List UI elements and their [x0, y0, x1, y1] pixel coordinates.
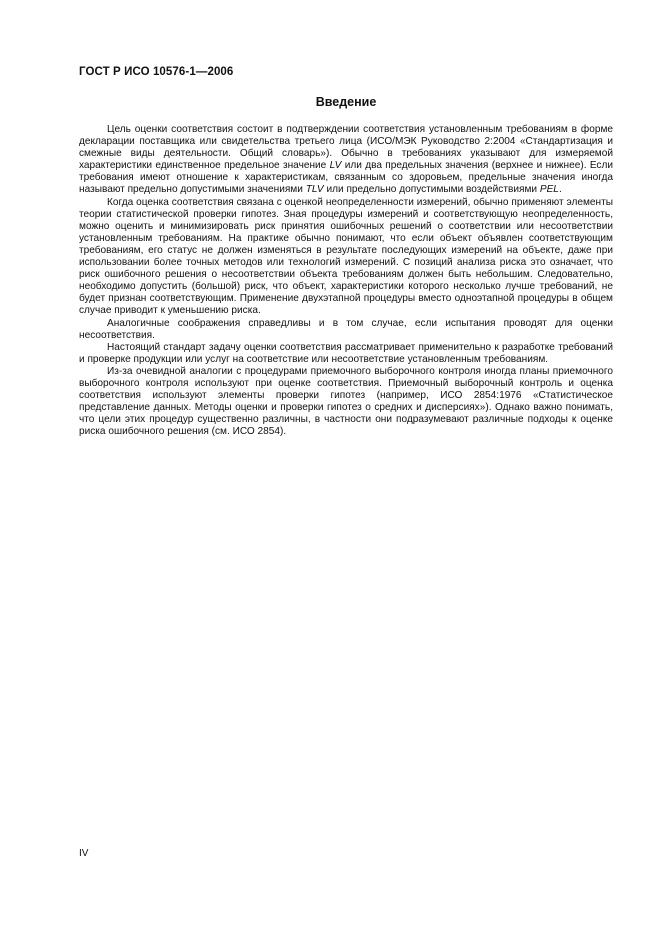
- paragraph-1-text-c: или предельно допустимыми воздействиями: [323, 184, 540, 196]
- section-title: Введение: [315, 95, 377, 109]
- paragraph-1-text-a: Цель оценки соответствия состоит в подтверждении соответствия установленным требованиям в форме декларации поставщика или свидетельства третьего лица (ИСО/МЭК Руководство 2:2004 «Стандартизация и смежные виды деятельности. Общий словарь»). Обычно в требованиях указывают для измеряемой характеристики единственное предельное значение: [79, 124, 613, 172]
- tlv-term: TLV: [305, 184, 324, 196]
- paragraph-3: Аналогичные соображения справедливы и в том случае, если испытания проводят для оценки несоответствия.: [79, 317, 613, 341]
- paragraph-5: Из-за очевидной аналогии с процедурами приемочного выборочного контроля иногда планы приемочного выборочного контроля используют при оценке соответствия. Приемочный выборочный контроль и оценка соответствия используют элементы проверки гипотез (например, ИСО 2854:1976 «Статистическое представление данных. Методы оценки и проверки гипотез о средних и дисперсиях»). Однако важно понимать, что цели этих процедур существенно различны, в частности они подразумевают различные подходы к оценке риска ошибочного решения (см. ИСО 2854).: [79, 365, 613, 438]
- paragraph-1-text-d: .: [558, 184, 562, 196]
- paragraph-2: Когда оценка соответствия связана с оценкой неопределенности измерений, обычно применяют элементы теории статистической проверки гипотез. Зная процедуры измерений и соответствующую неопределенность, можно оценить и минимизировать риск принятия ошибочных решений о соответствии или несоответствии установленным требованиям. На практике обычно понимают, что если объект объявлен соответствующим требованиям, его статус не должен изменяться в результате последующих измерений на объекте, даже при использовании более точных методов или технологий измерений. С позиций анализа риска это означает, что риск ошибочного решения о несоответствии объекта требованиям должен быть небольшим. Следовательно, необходимо допустить (большой) риск, что объект, характеристики которого несколько лучше требований, не будет признан соответствующим. Применение двухэтапной процедуры вместо одноэтапной процедуры в общем случае приводит к уменьшению риска.: [79, 196, 613, 317]
- paragraph-1: [79, 124, 613, 197]
- lv-term: LV: [329, 160, 342, 172]
- pel-term: PEL: [539, 184, 559, 196]
- introduction-body: [79, 124, 613, 438]
- document-code: ГОСТ Р ИСО 10576-1—2006: [79, 66, 234, 78]
- paragraph-1-text-b: или два предельных значения (верхнее и нижнее). Если требования имеют отношение к характеристикам, связанным со здоровьем, предельные значения иногда называют предельно допустимыми значениями: [79, 160, 614, 196]
- paragraph-4: Настоящий стандарт задачу оценки соответствия рассматривает применительно к разработке требований и проверке продукции или услуг на соответствие или несоответствие установленным требованиям.: [79, 341, 613, 365]
- page-number: IV: [79, 848, 89, 859]
